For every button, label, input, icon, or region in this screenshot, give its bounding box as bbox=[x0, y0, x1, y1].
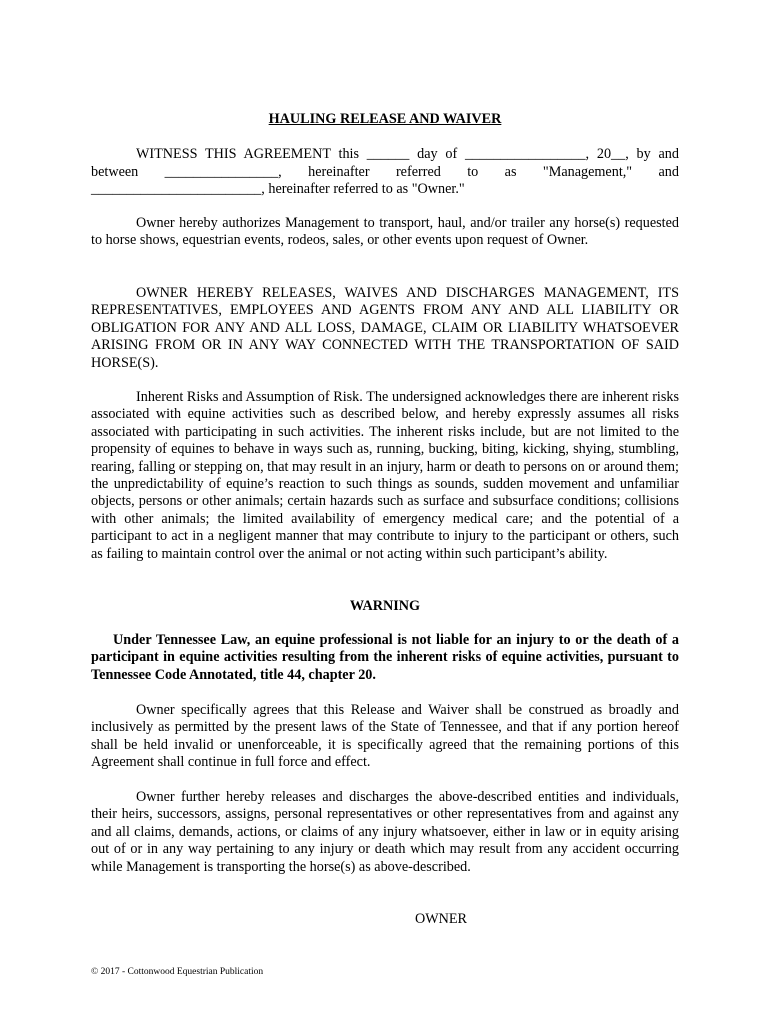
witness-line-1: WITNESS THIS AGREEMENT this ______ day of _________________, 20__, by and bbox=[136, 146, 679, 162]
document-title: HAULING RELEASE AND WAIVER bbox=[268, 111, 502, 127]
warning-heading: WARNING bbox=[349, 598, 421, 614]
witness-line-2: between ________________, hereinafter referred to as "Management," and bbox=[91, 163, 679, 180]
construction-paragraph: Owner specifically agrees that this Release and Waiver shall be construed as broadly and inclusively as permitted by the present laws of the State of Tennessee, and that if any portion hereof shall be held invalid or unenforceable, it is specifically agreed that the remaining portions of this Agreement shall continue in full force and effect. bbox=[91, 702, 679, 771]
witness-line-3: ________________________, hereinafter referred to as "Owner." bbox=[91, 181, 465, 197]
owner-signature-label: OWNER bbox=[415, 911, 468, 927]
copyright-footer: © 2017 - Cottonwood Equestrian Publication bbox=[91, 967, 264, 977]
authorization-paragraph: Owner hereby authorizes Management to transport, haul, and/or trailer any horse(s) requested to horse shows, equestrian events, rodeos, sales, or other events upon request of Owner. bbox=[91, 215, 679, 249]
warning-paragraph: Under Tennessee Law, an equine professional is not liable for an injury to or the death of a participant in equine activities resulting from the inherent risks of equine activities, pursuant to Tennessee Code Annotated, title 44, chapter 20. bbox=[91, 632, 679, 683]
further-release-paragraph: Owner further hereby releases and discharges the above-described entities and individuals, their heirs, successors, assigns, personal representatives or other representatives from and against any and all claims, demands, actions, or claims of any injury whatsoever, either in law or in equity arising out of or in any way pertaining to any injury or death which may result from any accident occurring while Management is transporting the horse(s) as above-described. bbox=[91, 789, 679, 875]
inherent-risks-paragraph: Inherent Risks and Assumption of Risk. The undersigned acknowledges there are inherent risks associated with equine activities such as described below, and hereby expressly assumes all risks associated with participating in such activities. The inherent risks include, but are not limited to the propensity of equines to behave in ways such as, running, bucking, biting, kicking, shying, stumbling, rearing, falling or stepping on, that may result in an injury, harm or death to persons on or around them; the unpredictability of equine’s reaction to such things as sounds, sudden movement and unfamiliar objects, persons or other animals; certain hazards such as surface and subsurface conditions; collisions with other animals; the limited availability of emergency medical care; and the potential of a participant to act in a negligent manner that may contribute to injury to the participant or others, such as failing to maintain control over the animal or not acting within such participant’s ability. bbox=[91, 389, 679, 562]
release-paragraph: OWNER HEREBY RELEASES, WAIVES AND DISCHARGES MANAGEMENT, ITS REPRESENTATIVES, EMPLOYEES AND AGENTS FROM ANY AND ALL LIABILITY OR OBLIGATION FOR ANY AND ALL LOSS, DAMAGE, CLAIM OR LIABILITY WHATSOEVER ARISING FROM OR IN ANY WAY CONNECTED WITH THE TRANSPORTATION OF SAID HORSE(S). bbox=[91, 285, 679, 371]
